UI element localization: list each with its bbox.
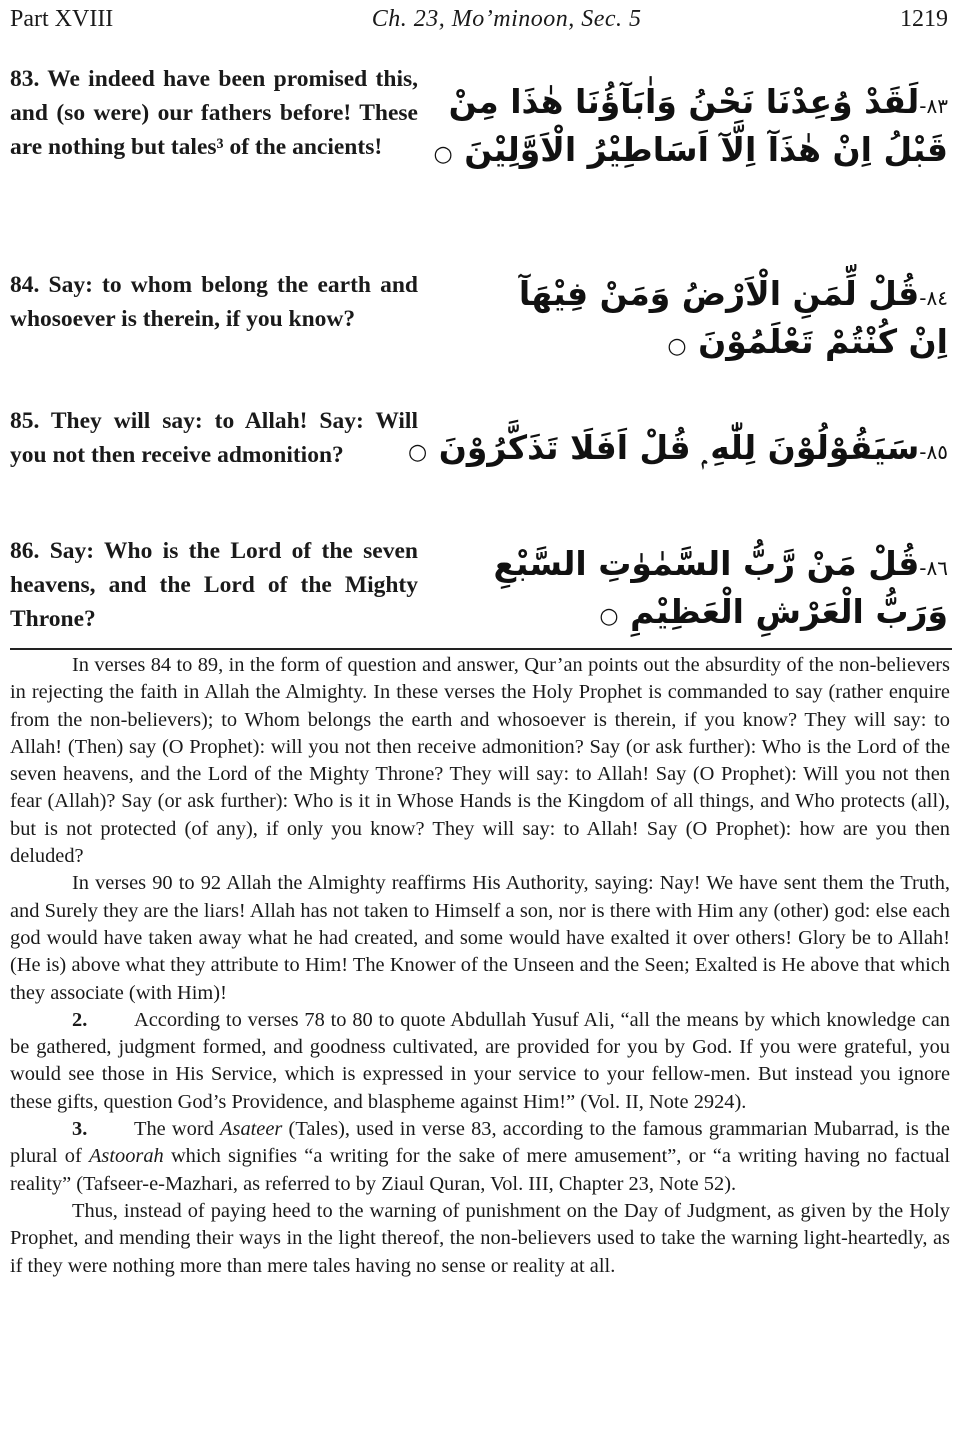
verse-translation: 84. Say: to whom belong the earth and whosoever is therein, if you know? bbox=[10, 272, 418, 333]
term-asateer: Asateer bbox=[220, 1118, 283, 1141]
commentary bbox=[10, 652, 950, 1280]
verse-arabic bbox=[434, 80, 949, 177]
verse-end-mark: ○ bbox=[599, 604, 619, 629]
chapter-title: Ch. 23, Mo’minoon, Sec. 5 bbox=[371, 5, 642, 32]
arabic-line: لَقَدْ وُعِدْنَا نَحْنُ وَاٰبَآؤُنَا هٰذَا مِنْ bbox=[448, 82, 920, 121]
verse-translation: 86. Say: Who is the Lord of the seven heavens, and the Lord of the Mighty Throne? bbox=[10, 538, 418, 633]
footnote-number: 3. bbox=[72, 1118, 88, 1141]
commentary-paragraph: In verses 90 to 92 Allah the Almighty reaffirms His Authority, saying: Nay! We have sent them the Truth, and Surely they are the liars! Allah has not taken to Himself a son, nor is there with Him any (other) god: else each god would have taken away what he had created, and some would have exalted it over others! Glory be to Allah! (He is) above what they attribute to Him! The Knower of the Unseen and the Seen; Exalted is He above that which they associate (with Him)! bbox=[10, 872, 950, 1004]
verse-translation: 83. We indeed have been promised this, and (so were) our fathers before! These are nothing but tales³ of the ancients! bbox=[10, 66, 418, 161]
footnote-3 bbox=[10, 1116, 950, 1198]
arabic-line: وَرَبُّ الْعَرْشِ الْعَظِيْمِ bbox=[630, 592, 948, 631]
arabic-line: قُلْ مَنْ رَّبُّ السَّمٰوٰتِ السَّبْعِ bbox=[493, 544, 920, 583]
verse-end-mark: ○ bbox=[433, 142, 453, 167]
footnote-text: The word bbox=[134, 1118, 221, 1141]
verse-arabic bbox=[519, 272, 948, 369]
footnote-text: (Tales), used in verse 83, according to the famous grammarian Mubarrad, is the plural of bbox=[10, 1118, 950, 1168]
verse-number-arabic: ٨٦- bbox=[919, 556, 948, 580]
verse-translation: 85. They will say: to Allah! Say: Will you not then receive admonition? bbox=[10, 408, 418, 469]
verse-number-arabic: ٨٤- bbox=[919, 286, 948, 310]
verse-end-mark: ○ bbox=[408, 440, 428, 465]
arabic-line: قُلْ لِّمَنِ الْاَرْضُ وَمَنْ فِيْهَآ bbox=[518, 274, 920, 313]
arabic-line: قَبْلُ اِنْ هٰذَآ اِلَّآ اَسَاطِيْرُ الْاَوَّلِيْنَ bbox=[464, 130, 948, 169]
verse-number-arabic: ٨٣- bbox=[919, 94, 948, 118]
page-header bbox=[10, 2, 948, 36]
footnote-text: According to verses 78 to 80 to quote Abdullah Yusuf Ali, “all the means by which knowledge can be gathered, judgment formed, and goodness cultivated, are provided for you by God. If you were grateful, you would see those in His Service, which is expressed in your service to your fellow-men. But instead you ignore these gifts, question God’s Providence, and blaspheme against Him!” (Vol. II, Note 2924). bbox=[10, 1008, 950, 1113]
arabic-line: اِنْ كُنْتُمْ تَعْلَمُوْنَ bbox=[698, 322, 948, 361]
commentary-paragraph: In verses 84 to 89, in the form of question and answer, Qur’an points out the absurdity of the non-believers in rejecting the faith in Allah the Almighty. In these verses the Holy Prophet is commanded to say (rather enquire from the non-believers); to Whom belongs the earth and whosoever is therein, if you know? They will say: to Allah! (Then) say (O Prophet): will you not then receive admonition? Say (or ask further): Who is the Lord of the seven heavens, and the Lord of the Mighty Throne? They will say: to Allah! Say (O Prophet): Will you not then fear (Allah)? Say (or ask further): Who is it in Whose Hands is the Kingdom of all things, and Who protects (all), but is not protected (of any), if only you know? They will say: to Allah! Say (O Prophet): how are you then deluded? bbox=[10, 654, 950, 868]
page-number: 1219 bbox=[899, 5, 948, 32]
arabic-line: سَيَقُوْلُوْنَ لِلّٰهِ ۭ قُلْ اَفَلَا تَذَكَّرُوْنَ bbox=[438, 428, 920, 467]
verse-arabic bbox=[493, 542, 948, 639]
verse-end-mark: ○ bbox=[667, 334, 687, 359]
verse-number-arabic: ٨٥- bbox=[919, 440, 948, 464]
commentary-paragraph: Thus, instead of paying heed to the warning of punishment on the Day of Judgment, as given by the Holy Prophet, and mending their ways in the light thereof, the non-believers used to take the warning light-heartedly, as if they were nothing more than mere tales having no sense or reality at all. bbox=[10, 1199, 950, 1277]
part-label: Part XVIII bbox=[10, 5, 114, 32]
footnote-number: 2. bbox=[72, 1008, 88, 1031]
term-astoorah: Astoorah bbox=[88, 1145, 164, 1168]
section-divider bbox=[10, 648, 952, 650]
footnote-2 bbox=[10, 1007, 950, 1116]
verse-arabic bbox=[408, 426, 948, 475]
footnote-text: which signifies “a writing for the sake of mere amusement”, or “a writing having no factual reality” (Tafseer-e-Mazhari, as referred to by Ziaul Quran, Vol. III, Chapter 23, Note 52). bbox=[10, 1145, 950, 1195]
